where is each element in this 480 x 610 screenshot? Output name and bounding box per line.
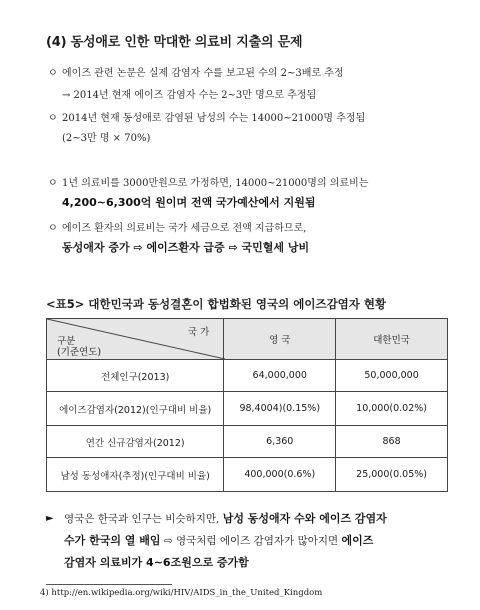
- summary-line-2-bold: 수가 한국의 열 배임: [64, 534, 161, 547]
- cell-korea: 25,000(0.05%): [336, 458, 448, 492]
- summary-text: [64, 508, 464, 574]
- bullet-1-line-2: → 2014년 현재 에이즈 감염자 수는 2~3만 명으로 추정됨: [62, 90, 317, 101]
- cell-uk: 400,000(0.6%): [224, 458, 336, 492]
- header-uk: 영 국: [224, 319, 336, 360]
- cell-korea: 10,000(0.02%): [336, 392, 448, 426]
- bullet-mark: ㅇ: [48, 178, 58, 189]
- header-corner-cell: [47, 319, 224, 360]
- corner-label-category-2: (기준연도): [57, 347, 102, 358]
- bullet-4-line-1: 에이즈 환자의 의료비는 국가 세금으로 전액 지급하므로,: [62, 223, 307, 234]
- bullet-3-line-2: 4,200~6,300억 원이며 전액 국가예산에서 지원됨: [62, 196, 316, 209]
- pointer-arrow-icon: ►: [46, 513, 54, 524]
- cell-uk: 6,360: [224, 426, 336, 458]
- cell-korea: 50,000,000: [336, 360, 448, 392]
- arrow-symbol: ⇨: [160, 535, 176, 547]
- cell-korea: 868: [336, 426, 448, 458]
- corner-label-country: 국 가: [187, 327, 210, 338]
- row-label: 전체인구(2013): [47, 360, 224, 392]
- footnote: 4) http://en.wikipedia.org/wiki/HIV/AIDS_in_the_United_Kingdom: [40, 588, 323, 598]
- bullet-3-line-1: 1년 의료비를 3000만원으로 가정하면, 14000~21000명의 의료비는: [62, 178, 369, 189]
- summary-line-3-bold: 감염자 의료비가 4~6조원으로 증가함: [64, 556, 249, 569]
- corner-label-category-1: 구분: [57, 336, 76, 347]
- summary-line-2-plain: 영국처럼 에이즈 감염자가 많아지면: [175, 535, 342, 547]
- table-title: <표5> 대한민국과 동성결혼이 합법화된 영국의 에이즈감염자 현황: [46, 297, 387, 311]
- row-label: 에이즈감염자(2012)(인구대비 비율): [47, 392, 224, 426]
- corner-label-category: [57, 336, 101, 358]
- section-heading: (4) 동성애로 인한 막대한 의료비 지출의 문제: [46, 35, 303, 50]
- table-row: [47, 392, 448, 426]
- bullet-mark: ㅇ: [48, 223, 58, 234]
- bullet-2-line-2: (2~3만 명 × 70%): [62, 133, 151, 144]
- footnote-divider: [46, 584, 172, 585]
- table-row: [47, 360, 448, 392]
- summary-line-2-bold-end: 에이즈: [341, 534, 374, 547]
- table-header-row: [47, 319, 448, 360]
- row-label: 남성 동성애자(추정)(인구대비 비율): [47, 458, 224, 492]
- summary-line-1-plain: 영국은 한국과 인구는 비슷하지만,: [64, 513, 223, 525]
- header-korea: 대한민국: [336, 319, 448, 360]
- summary-line-1-bold: 남성 동성애자 수와 에이즈 감염자: [222, 512, 387, 525]
- bullet-1-line-1: 에이즈 관련 논문은 실제 감염자 수를 보고된 수의 2~3배로 추정: [62, 68, 344, 79]
- row-label: 연간 신규감염자(2012): [47, 426, 224, 458]
- cell-uk: 64,000,000: [224, 360, 336, 392]
- bullet-mark: ㅇ: [48, 68, 58, 79]
- bullet-4-line-2: 동성애자 증가 ⇨ 에이즈환자 급증 ⇨ 국민혈세 낭비: [62, 241, 310, 254]
- table-row: [47, 426, 448, 458]
- bullet-2-line-1: 2014년 현재 동성애로 감염된 남성의 수는 14000~21000명 추정됨: [62, 113, 366, 124]
- bullet-mark: ㅇ: [48, 113, 58, 124]
- cell-uk: 98,4004)(0.15%): [224, 392, 336, 426]
- table-row: [47, 458, 448, 492]
- aids-statistics-table: [46, 318, 448, 492]
